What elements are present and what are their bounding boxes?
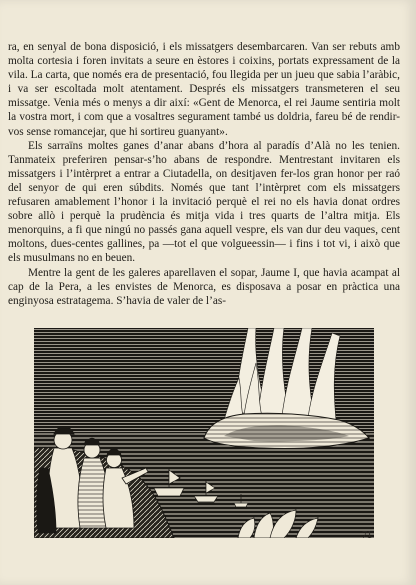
- page-number: 71: [362, 530, 372, 541]
- paragraph-1: ra, en senyal de bona disposició, i els missatgers desembarcaren. Van ser rebuts amb molta cortesia i foren invitats a seure en èstores i coixins, portats expressament de la vila. La carta, que només era de presentació, fou llegida per un jueu que sabia l’aràbic, i va ser escoltada molt atentament. Després els missatgers transmeteren el seu missatge. Venia més o menys a dir així: «Gent de Menorca, el rei Jaume sentiria molt la vostra mort, i com que a vosaltres segurament també us doldria, fareu bé de rendir-vos sense romancejar, que hi sortireu guanyant».: [8, 41, 400, 138]
- paragraph-3: Mentre la gent de les galeres aparellaven el sopar, Jaume I, que havia acampat al cap de la Pera, a les envistes de Menorca, es disposava a posar en pràctica una enginyosa estratagema. S’havia de valer de l’as-: [8, 266, 400, 307]
- woodcut-illustration: [34, 328, 374, 538]
- paragraph-2: Els sarraïns moltes ganes d’anar abans d’hora al paradís d’Alà no les tenien. Tanmateix preferiren pensar-s’ho abans de respondre. Mentrestant invitaren els missatgers i l’intèrpret a entrar a Ciutadella, on desitjaven fer-los gran honor per raó del senyor de qui eren súbdits. Només que tant l’intèrpret com els missatgers refusaren amablement l’honor i la invitació perquè el rei no els havia donat ordres sobre allò i perquè la prudència és mitja vida i tres quarts de l’altra mitja. Els menorquins, a fi que ningú no passés gana aquell vespre, els van dur deu vaques, cent moltons, dues-centes gallines, pa —tot el que volgueessin— i fins i tot vi, i això que els musulmans no en beuen.: [8, 139, 400, 265]
- body-text: [8, 40, 400, 308]
